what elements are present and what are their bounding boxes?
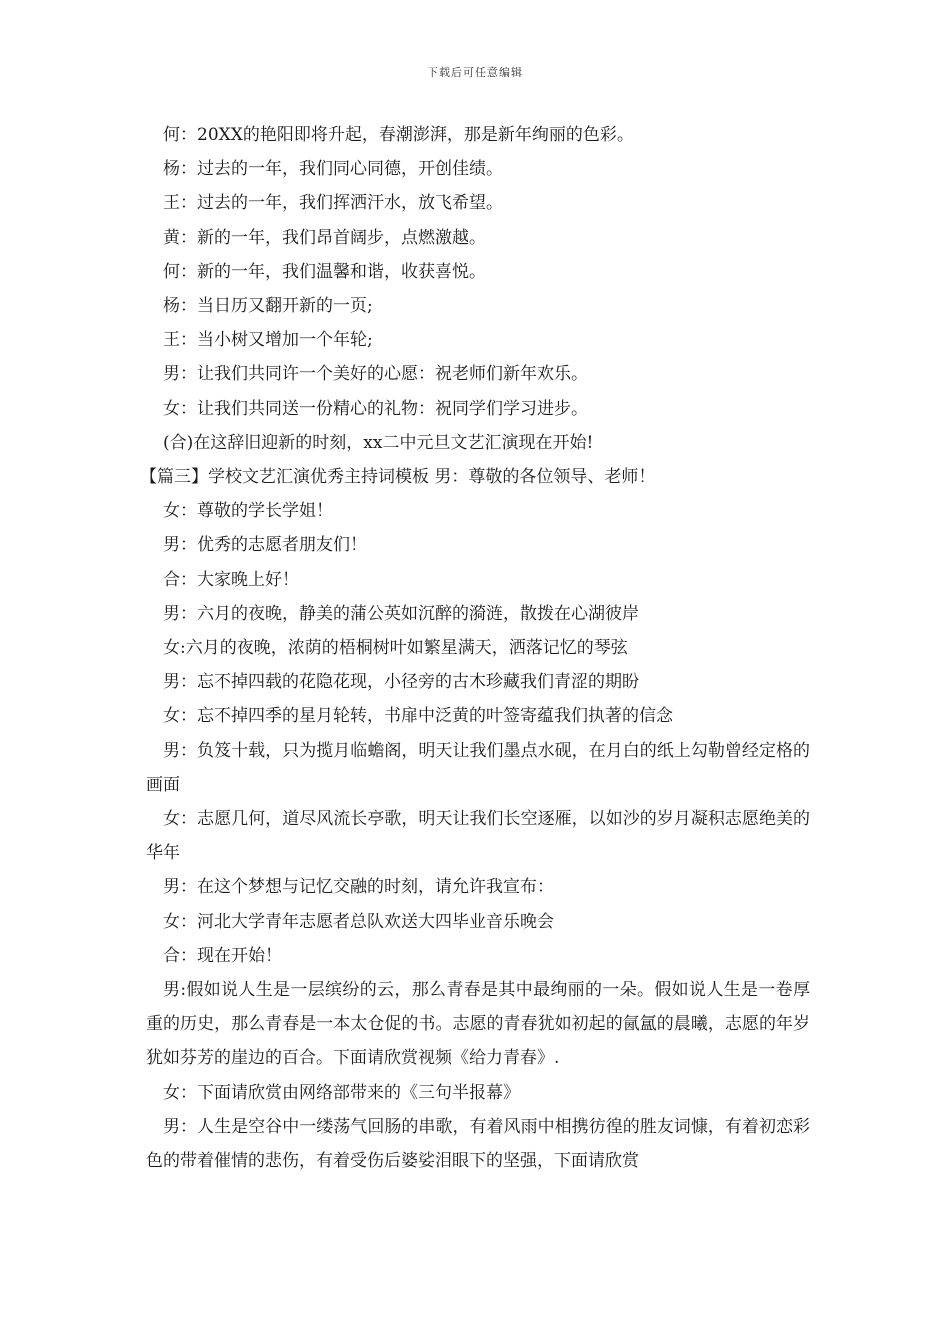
paragraph: 男：在这个梦想与记忆交融的时刻，请允许我宣布： xyxy=(163,877,554,898)
paragraph: 何：新的一年，我们温馨和谐，收获喜悦。 xyxy=(163,261,486,282)
paragraph: 杨：过去的一年，我们同心同德，开创佳绩。 xyxy=(163,159,503,180)
paragraph: 男：让我们共同许一个美好的心愿：祝老师们新年欢乐。 xyxy=(163,364,588,385)
paragraph: (合)在这辞旧迎新的时刻，xx二中元旦文艺汇演现在开始! xyxy=(163,432,594,453)
paragraph: 黄：新的一年，我们昂首阔步，点燃激越。 xyxy=(163,227,486,248)
paragraph: 男：六月的夜晚，静美的蒲公英如沉醉的漪涟，散拨在心湖彼岸 xyxy=(163,603,639,624)
paragraph: 杨：当日历又翻开新的一页; xyxy=(163,296,373,317)
paragraph: 女：河北大学青年志愿者总队欢送大四毕业音乐晚会 xyxy=(163,911,554,932)
paragraph: 合：大家晚上好！ xyxy=(163,569,299,590)
document-body xyxy=(140,118,810,1178)
paragraph: 王：过去的一年，我们挥洒汗水，放飞希望。 xyxy=(163,193,503,214)
paragraph: 女：志愿几何，道尽风流长亭歌，明天让我们长空逐雁，以如沙的岁月凝积志愿绝美的华年 xyxy=(146,809,810,864)
paragraph: 女:六月的夜晚，浓荫的梧桐树叶如繁星满天，洒落记忆的琴弦 xyxy=(163,638,628,659)
paragraph: 男：负笈十载，只为揽月临蟾阁，明天让我们墨点水砚，在月白的纸上勾勒曾经定格的画面 xyxy=(146,740,810,795)
page-header-note: 下载后可任意编辑 xyxy=(427,66,523,79)
paragraph: 男：人生是空谷中一缕荡气回肠的串歌，有着风雨中相携彷徨的胜友词慷，有着初恋彩色的带着催情的悲伤，有着受伤后婆娑泪眼下的坚强，下面请欣赏 xyxy=(146,1116,810,1172)
paragraph: 男：忘不掉四载的花隐花现，小径旁的古木珍藏我们青涩的期盼 xyxy=(163,672,639,693)
paragraph: 女：忘不掉四季的星月轮转，书扉中泛黄的叶签寄蕴我们执著的信念 xyxy=(163,706,673,727)
paragraph: 男：优秀的志愿者朋友们！ xyxy=(163,535,367,556)
paragraph: 女：让我们共同送一份精心的礼物：祝同学们学习进步。 xyxy=(163,398,588,419)
paragraph: 王：当小树又增加一个年轮; xyxy=(163,330,373,351)
paragraph: 合：现在开始！ xyxy=(163,945,282,966)
paragraph: 何：20XX的艳阳即将升起，春潮澎湃，那是新年绚丽的色彩。 xyxy=(163,125,634,145)
paragraph: 男:假如说人生是一层缤纷的云，那么青春是其中最绚丽的一朵。假如说人生是一卷厚重的历史，那么青春是一本太仓促的书。志愿的青春犹如初起的氤氲的晨曦，志愿的年岁犹如芬芳的崖边的百合。下面请欣赏视频《给力青春》. xyxy=(146,980,810,1069)
paragraph: 女：下面请欣赏由网络部带来的《三句半报幕》 xyxy=(163,1082,520,1103)
paragraph: 女：尊敬的学长学姐！ xyxy=(163,501,333,522)
section-heading: 【篇三】学校文艺汇演优秀主持词模板 男：尊敬的各位领导、老师！ xyxy=(140,467,656,488)
